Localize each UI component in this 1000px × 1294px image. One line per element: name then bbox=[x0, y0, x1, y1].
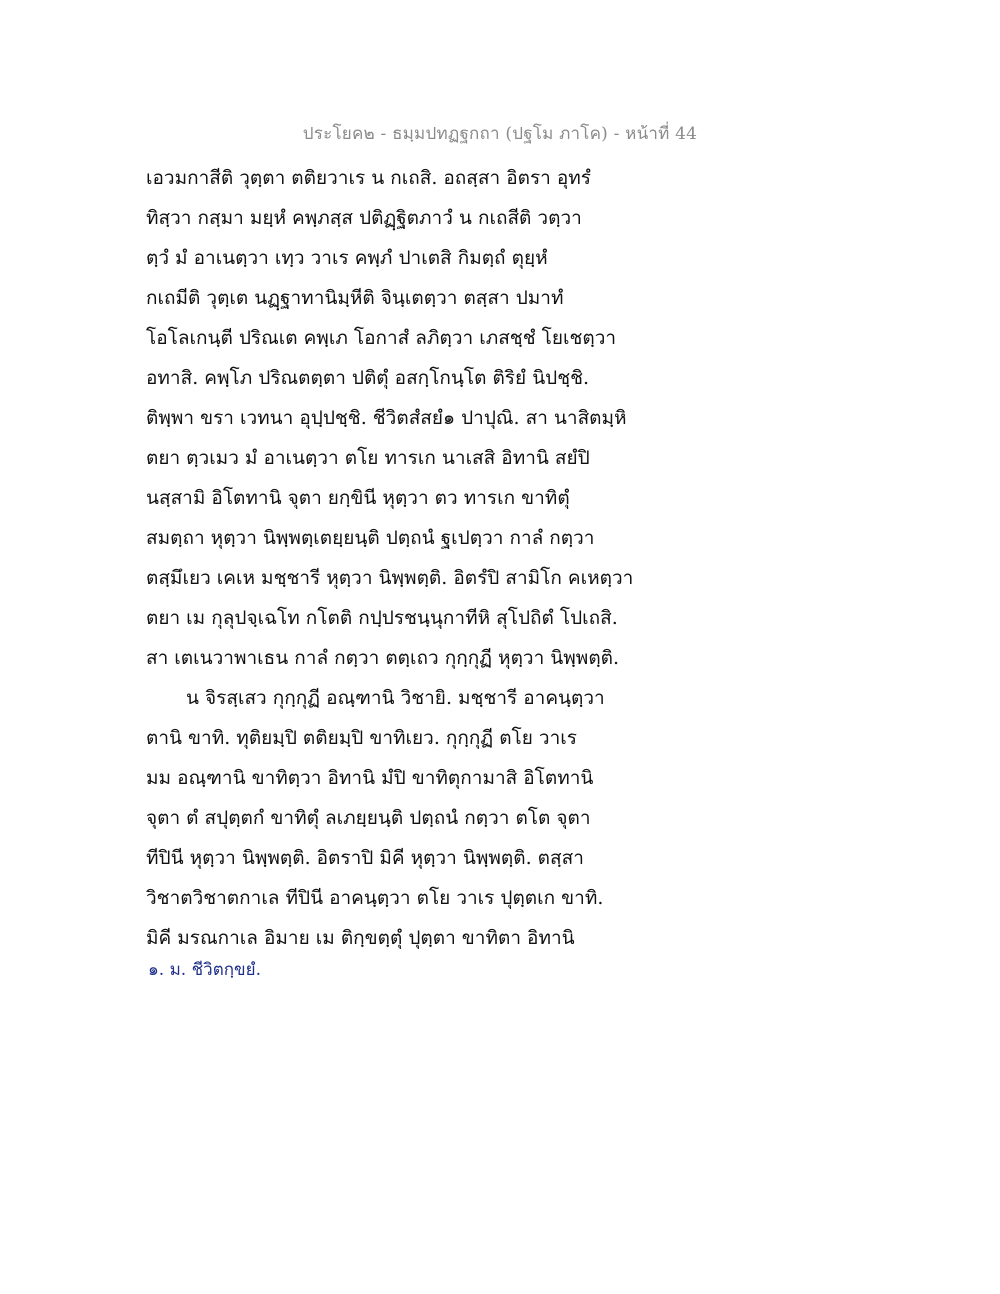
text-line: ตยา เม กุลุปจฺเฉโท กโตติ กปฺปรชนฺนุกาทีหิ สุโปถิตํ โปเถสิ. bbox=[146, 607, 618, 629]
text-line: จุตา ตํ สปุตฺตกํ ขาทิตุํ ลเภยฺยนฺติ ปตฺถนํ กตฺวา ตโต จุตา bbox=[146, 807, 591, 829]
text-line: วิชาตวิชาตกาเล ทีปินี อาคนฺตฺวา ตโย วาเร ปุตฺตเก ขาทิ. bbox=[146, 887, 604, 909]
text-line: ตยา ตฺวเมว มํ อาเนตฺวา ตโย ทารเก นาเสสิ อิทานิ สยํปิ bbox=[146, 447, 590, 469]
text-line: โอโลเกนฺตี ปริณเต คพฺเภ โอกาสํ ลภิตฺวา เภสชฺชํ โยเชตฺวา bbox=[146, 327, 617, 349]
text-line: นสฺสามิ อิโตทานิ จุตา ยกฺขินี หุตฺวา ตว ทารเก ขาทิตุํ bbox=[146, 487, 570, 509]
text-line: ทิสฺวา กสฺมา มยฺหํ คพฺภสฺส ปติฏฺฐิตภาวํ น กเถสีติ วตฺวา bbox=[146, 207, 582, 229]
text-line: ตฺวํ มํ อาเนตฺวา เทฺว วาเร คพฺภํ ปาเตสิ กิมตฺถํ ตุยฺหํ bbox=[146, 247, 548, 269]
text-line: มิคี มรณกาเล อิมาย เม ติกฺขตฺตุํ ปุตฺตา ขาทิตา อิทานิ bbox=[146, 927, 575, 949]
running-title: ประโยค๒ - ธมฺมปทฏฐกถา (ปฐโม ภาโค) - หน้าที่ 44 bbox=[302, 124, 698, 144]
footnote bbox=[148, 956, 261, 983]
text-line: สมตฺถา หุตฺวา นิพฺพตฺเตยฺยนฺติ ปตฺถนํ ฐเปตฺวา กาลํ กตฺวา bbox=[146, 527, 595, 549]
text-line: ตสฺมึเยว เคเห มชฺชารี หุตฺวา นิพฺพตฺติ. อิตรํปิ สามิโก คเหตฺวา bbox=[146, 567, 634, 589]
text-line: ตานิ ขาทิ. ทุติยมฺปิ ตติยมฺปิ ขาทิเยว. กุกฺกุฏี ตโย วาเร bbox=[146, 727, 577, 749]
text-line: อทาสิ. คพฺโภ ปริณตตฺตา ปติตุํ อสกฺโกนฺโต ติริยํ นิปชฺชิ. bbox=[146, 367, 590, 389]
body-text bbox=[146, 158, 646, 958]
text-line: สา เตเนวาพาเธน กาลํ กตฺวา ตตฺเถว กุกฺกุฏี หุตฺวา นิพฺพตฺติ. bbox=[146, 647, 620, 669]
text-line: มม อณฺฑานิ ขาทิตฺวา อิทานิ มํปิ ขาทิตุกามาสิ อิโตทานิ bbox=[146, 767, 594, 789]
text-line: ติพฺพา ขรา เวทนา อุปฺปชฺชิ. ชีวิตสํสยํ๑ ปาปุณิ. สา นาสิตมฺหิ bbox=[146, 407, 627, 429]
text-line: ทีปินี หุตฺวา นิพฺพตฺติ. อิตราปิ มิคี หุตฺวา นิพฺพตฺติ. ตสฺสา bbox=[146, 847, 584, 869]
footnote-text: ๑. ม. ชีวิตกฺขยํ. bbox=[148, 960, 262, 980]
paragraph-first-line: น จิรสฺเสว กุกฺกุฏี อณฺฑานิ วิชายิ. มชฺชารี อาคนฺตฺวา bbox=[186, 687, 605, 709]
running-header bbox=[0, 120, 1000, 147]
text-line: เอวมกาสีติ วุตฺตา ตติยวาเร น กเถสิ. อถสฺสา อิตรา อุทรํ bbox=[146, 167, 592, 189]
text-line: กเถมีติ วุตฺเต นฏฺฐาทานิมฺหีติ จินฺเตตฺวา ตสฺสา ปมาทํ bbox=[146, 287, 564, 309]
